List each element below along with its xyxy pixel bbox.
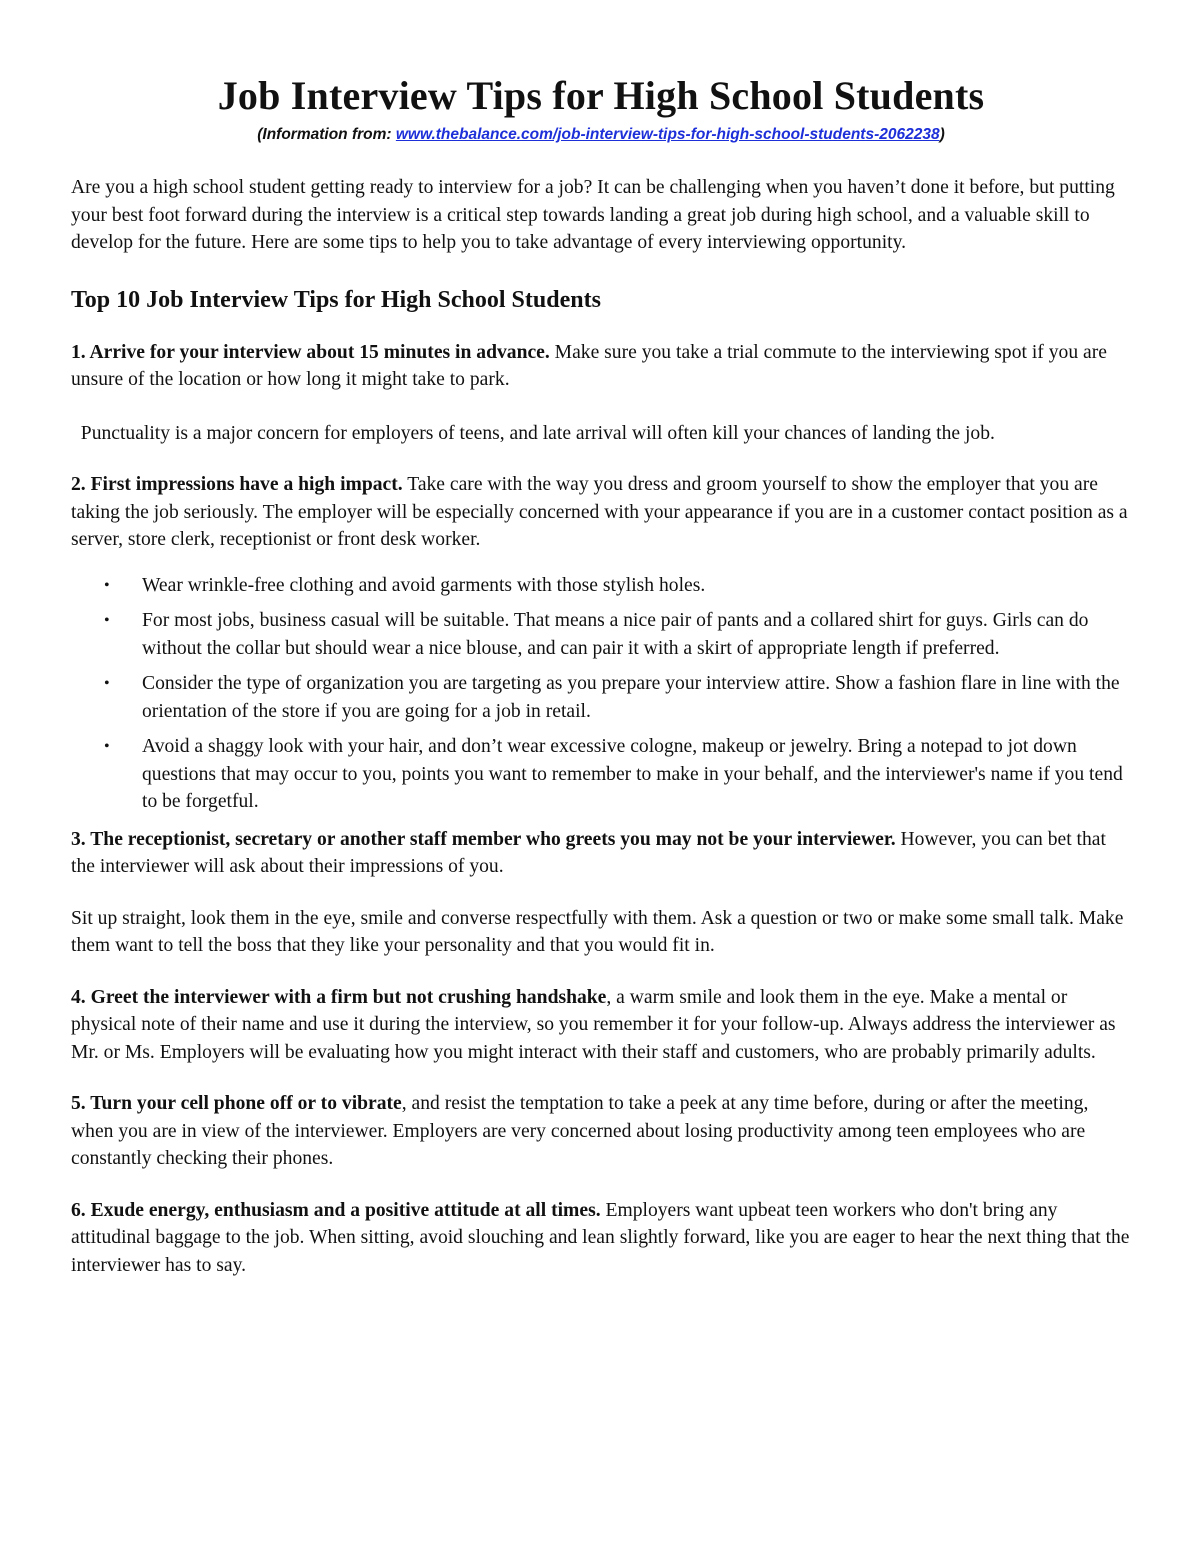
bullet-icon: • <box>104 738 110 755</box>
tip-2-body: Take care with the way you dress and groom yourself to show the employer that you are taking the job seriously. The employer will be especially concerned with your appearance if you are in a customer contact position as a server, store clerk, receptionist or front desk worker. <box>71 474 1128 550</box>
tip-3-lead: 3. The receptionist, secretary or another staff member who greets you may not be your interviewer. <box>71 828 896 850</box>
tip-6-body: Employers want upbeat teen workers who don't bring any attitudinal baggage to the job. When sitting, avoid slouching and lean slightly forward, like you are eager to hear the next thing that the interviewer has to say. <box>71 1199 1130 1276</box>
bullet-item <box>71 607 1131 662</box>
document-title: Job Interview Tips for High School Students <box>217 73 985 118</box>
bullet-text: For most jobs, business casual will be suitable. That means a nice pair of pants and a collared shirt for guys. Girls can do without the collar but should wear a nice blouse, and can pair it with a skirt of appropriate length if preferred. <box>142 610 1089 659</box>
bullet-icon: • <box>104 576 110 594</box>
tip-3 <box>71 826 1131 881</box>
bullet-text: Avoid a shaggy look with your hair, and don’t wear excessive cologne, makeup or jewelry. Bring a notepad to jot down questions that may occur to you, points you want to remember to make in your behalf, and the interviewer's name if you tend to be forgetful. <box>142 736 1123 812</box>
tip-1-body: Make sure you take a trial commute to the interviewing spot if you are unsure of the location or how long it might take to park. <box>71 341 1107 390</box>
bullet-icon: • <box>104 612 110 629</box>
bullet-item <box>71 733 1131 816</box>
tip-2-bullet-list <box>71 572 1131 816</box>
bullet-text: Consider the type of organization you are targeting as you prepare your interview attire. Show a fashion flare in line with the orientation of the store if you are going for a job in retail. <box>142 673 1120 722</box>
tip-5-lead: 5. Turn your cell phone off or to vibrate <box>71 1093 402 1114</box>
tip-6-lead: 6. Exude energy, enthusiasm and a positive attitude at all times. <box>71 1199 601 1221</box>
source-prefix: (Information from: <box>257 126 396 143</box>
bullet-item <box>71 670 1131 725</box>
tip-4-body: , a warm smile and look them in the eye. Make a mental or physical note of their name and use it during the interview, so you remember it for your follow-up. Always address the interviewer as Mr. or Ms. Employers will be evaluating how you might interact with their staff and customers, who are probably primarily adults. <box>71 986 1116 1063</box>
bullet-item <box>71 572 1131 600</box>
tip-2-lead: 2. First impressions have a high impact. <box>71 474 403 495</box>
source-suffix: ) <box>939 126 945 143</box>
tip-1-lead: 1. Arrive for your interview about 15 minutes in advance. <box>71 341 550 363</box>
bullet-text: Wear wrinkle-free clothing and avoid garments with those stylish holes. <box>142 574 706 596</box>
section-heading: Top 10 Job Interview Tips for High School Students <box>71 286 601 313</box>
tip-6 <box>71 1197 1131 1280</box>
tip-1 <box>71 339 1131 394</box>
bullet-icon: • <box>104 675 110 692</box>
intro-paragraph: Are you a high school student getting ready to interview for a job? It can be challenging when you haven’t done it before, but putting your best foot forward during the interview is a critical step towards landing a great job during high school, and a valuable skill to develop for the future. Here are some tips to help you to take advantage of every interviewing opportunity. <box>71 177 1115 253</box>
tip-3-body: However, you can bet that the interviewer will ask about their impressions of you. <box>71 828 1106 877</box>
tip-3-extra: Sit up straight, look them in the eye, smile and converse respectfully with them. Ask a question or two or make some small talk. Make them want to tell the boss that they like your personality and that you would fit in. <box>71 907 1124 956</box>
source-link[interactable]: www.thebalance.com/job-interview-tips-for-high-school-students-2062238 <box>395 126 940 143</box>
document-page <box>71 72 1131 1279</box>
tip-4-lead: 4. Greet the interviewer with a firm but not crushing handshake <box>71 986 607 1008</box>
tip-5-body: , and resist the temptation to take a peek at any time before, during or after the meeting, when you are in view of the interviewer. Employers are very concerned about losing productivity among teen employees who are constantly checking their phones. <box>71 1093 1089 1169</box>
tip-1-extra: Punctuality is a major concern for employers of teens, and late arrival will often kill your chances of landing the job. <box>71 422 995 444</box>
tip-4 <box>71 984 1131 1067</box>
tip-5 <box>71 1090 1131 1173</box>
source-line <box>71 124 1131 146</box>
tip-2 <box>71 471 1131 554</box>
